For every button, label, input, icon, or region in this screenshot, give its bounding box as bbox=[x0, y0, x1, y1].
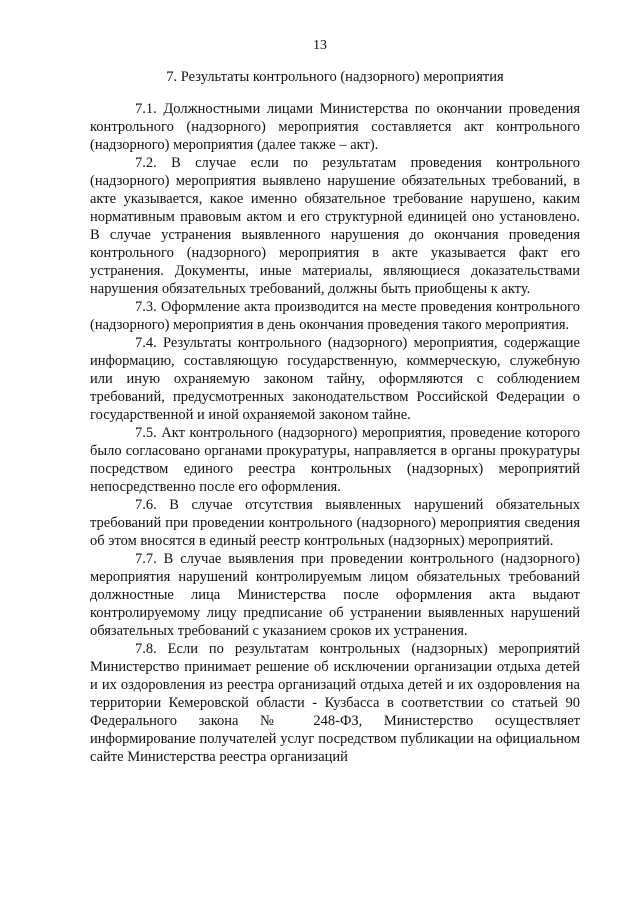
page-number: 13 bbox=[313, 38, 327, 53]
paragraph-7-5: 7.5. Акт контрольного (надзорного) мероприятия, проведение которого было согласовано органами прокуратуры, направляется в органы прокуратуры посредством единого реестра контрольных (надзорных) мероприятий непосредственно после его оформления. bbox=[90, 425, 580, 495]
paragraph-7-4: 7.4. Результаты контрольного (надзорного) мероприятия, содержащие информацию, составляющую государственную, коммерческую, служебную или иную охраняемую законом тайну, оформляются с соблюдением требований, предусмотренных законодательством Российской Федерации о государственной и иной охраняемой законом тайне. bbox=[90, 335, 580, 423]
paragraph-7-7: 7.7. В случае выявления при проведении контрольного (надзорного) мероприятия нарушений контролируемым лицом обязательных требований должностные лица Министерства после оформления акта выдают контролируемому лицу предписание об устранении выявленных нарушений обязательных требований с указанием сроков их устранения. bbox=[90, 551, 580, 639]
section-title: 7. Результаты контрольного (надзорного) мероприятия bbox=[166, 69, 504, 85]
paragraph-7-1: 7.1. Должностными лицами Министерства по окончании проведения контрольного (надзорного) мероприятия составляется акт контрольного (надзорного) мероприятия (далее также – акт). bbox=[90, 101, 580, 153]
paragraph-7-3: 7.3. Оформление акта производится на месте проведения контрольного (надзорного) мероприятия в день окончания проведения такого мероприятия. bbox=[90, 299, 580, 333]
section-body bbox=[90, 100, 580, 766]
paragraph-7-6: 7.6. В случае отсутствия выявленных нарушений обязательных требований при проведении контрольного (надзорного) мероприятия сведения об этом вносятся в единый реестр контрольных (надзорных) мероприятий. bbox=[90, 497, 580, 549]
paragraph-7-8: 7.8. Если по результатам контрольных (надзорных) мероприятий Министерство принимает решение об исключении организации отдыха детей и их оздоровления из реестра организаций отдыха детей и их оздоровления на территории Кемеровской области - Кузбасса в соответствии со статьей 90 Федерального закона № 248-ФЗ, Министерство осуществляет информирование получателей услуг посредством публикации на официальном сайте Министерства реестра организаций bbox=[90, 641, 580, 765]
paragraph-7-2: 7.2. В случае если по результатам проведения контрольного (надзорного) мероприятия выявлено нарушение обязательных требований, в акте указывается, какое именно обязательное требование нарушено, каким нормативным правовым актом и его структурной единицей оно установлено. В случае устранения выявленного нарушения до окончания проведения контрольного (надзорного) мероприятия в акте указывается факт его устранения. Документы, иные материалы, являющиеся доказательствами нарушения обязательных требований, должны быть приобщены к акту. bbox=[90, 155, 580, 297]
